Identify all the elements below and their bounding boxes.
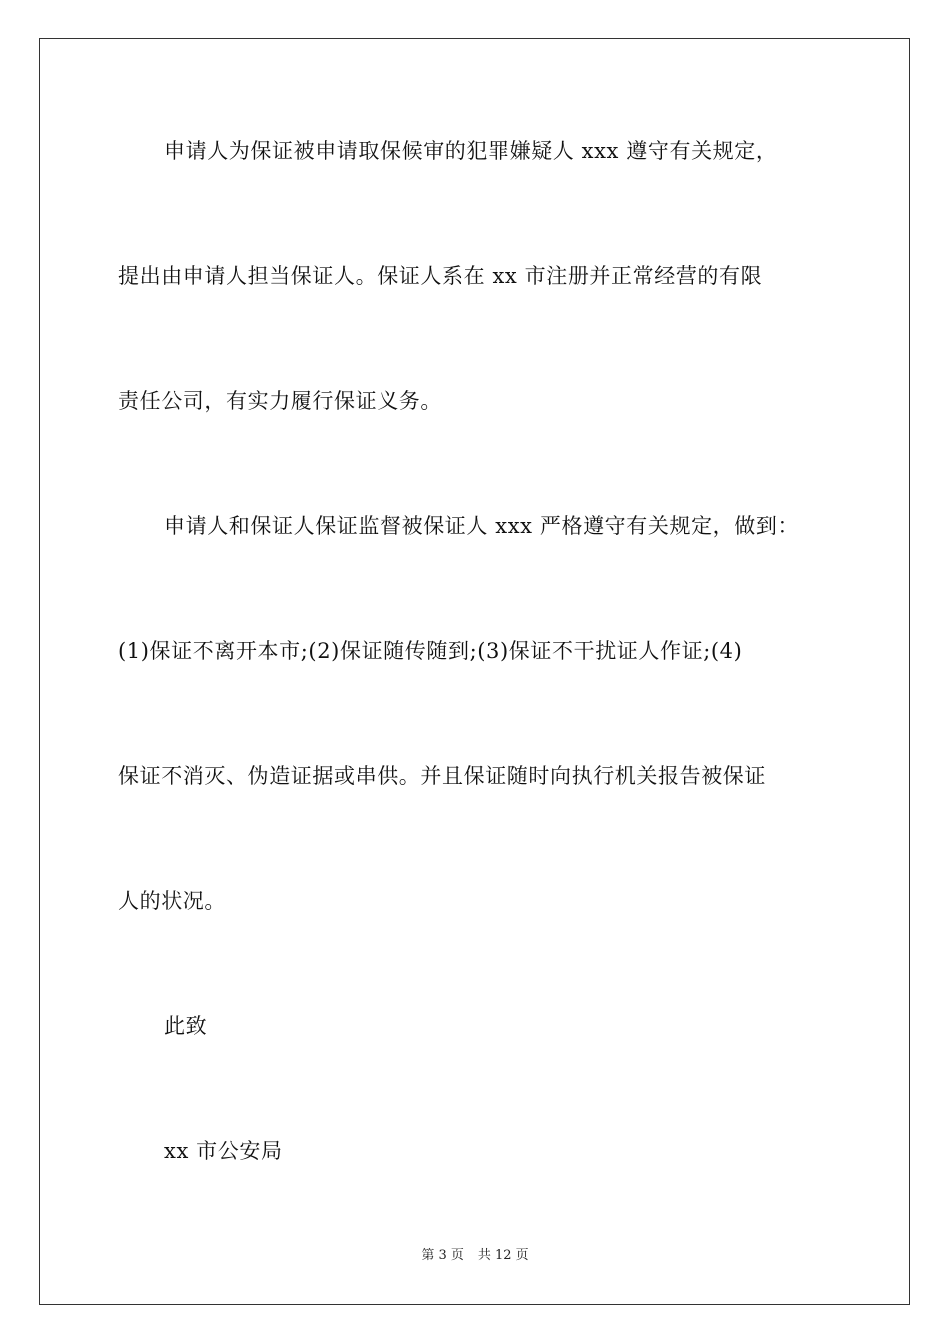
page-footer [0, 1247, 950, 1265]
page-number: 第 3 页 [421, 1248, 464, 1263]
recipient: xx 市公安局 [164, 1139, 283, 1163]
paragraph-2-line-3: 保证不消灭、伪造证据或串供。并且保证随时向执行机关报告被保证 [118, 764, 766, 788]
closing-salutation: 此致 [164, 1014, 208, 1038]
total-pages: 共 12 页 [477, 1248, 529, 1263]
paragraph-2-line-4: 人的状况。 [118, 889, 226, 913]
page-frame [39, 38, 910, 1305]
paragraph-1-line-1: 申请人为保证被申请取保候审的犯罪嫌疑人 xxx 遵守有关规定， [164, 139, 778, 163]
paragraph-1-line-3: 责任公司，有实力履行保证义务。 [118, 389, 442, 413]
paragraph-2-line-2: (1)保证不离开本市;(2)保证随传随到;(3)保证不干扰证人作证;(4) [118, 639, 743, 663]
paragraph-2-line-1: 申请人和保证人保证监督被保证人 xxx 严格遵守有关规定，做到： [164, 514, 800, 538]
paragraph-1-line-2: 提出由申请人担当保证人。保证人系在 xx 市注册并正常经营的有限 [118, 264, 763, 288]
